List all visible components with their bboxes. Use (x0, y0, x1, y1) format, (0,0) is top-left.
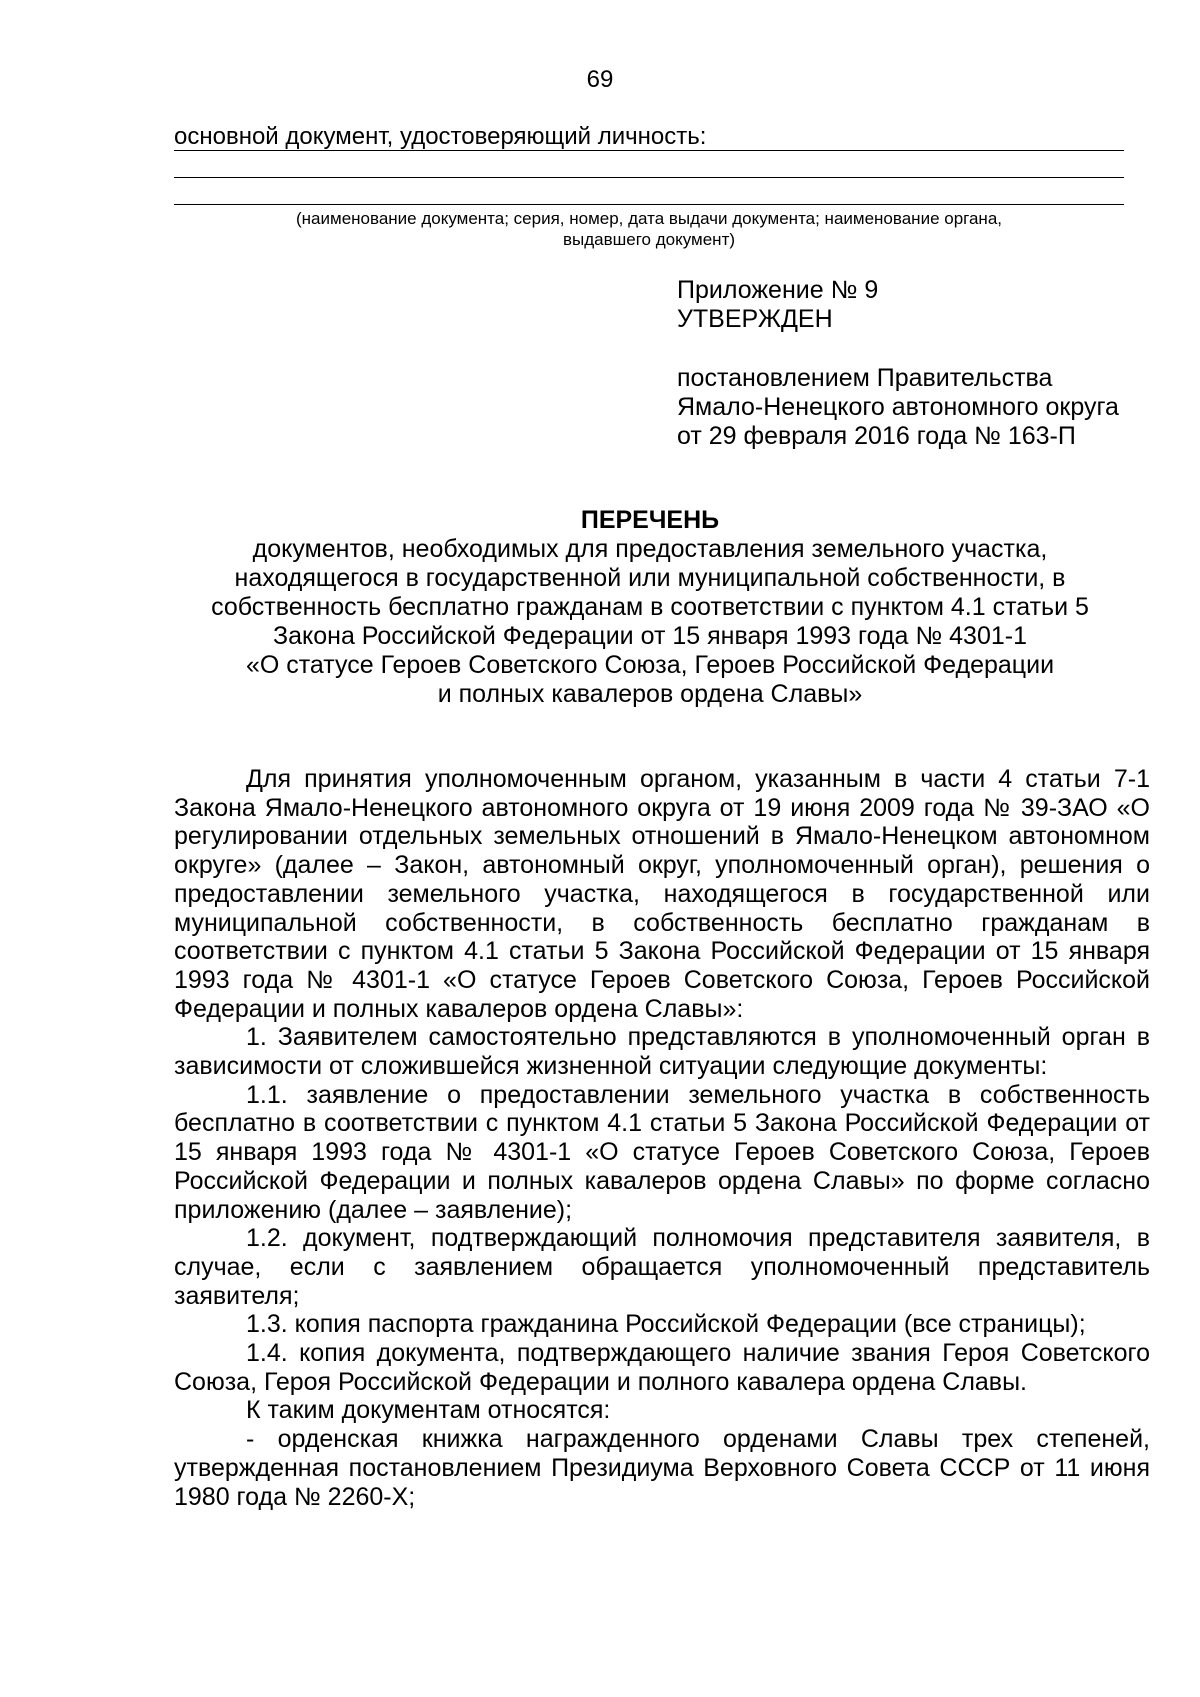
appendix-label: Приложение № 9 (677, 276, 879, 304)
item-1-1: 1.1. заявление о предоставлении земельного участка в собственность бесплатно в соответствии с пунктом 4.1 статьи 5 Закона Российской Федерации от 15 января 1993 года № 4301-1 «О статусе Героев Советского Союза, Героев Российской Федерации и полных кавалеров ордена Славы» по форме согласно приложению (далее – заявление); (174, 1080, 1150, 1224)
list-item-order-book: - орденская книжка награжденного орденами Славы трех степеней, утвержденная постановлением Президиума Верховного Совета СССР от 11 июня 1980 года № 2260-Х; (174, 1425, 1150, 1511)
heading-line: документов, необходимых для предоставления земельного участка, (252, 535, 1048, 563)
approval-line-2: Ямало-Ненецкого автономного округа (677, 393, 1119, 421)
document-body (174, 765, 1150, 1511)
heading-line: Закона Российской Федерации от 15 января 1993 года № 4301-1 (273, 622, 1027, 650)
item-1: 1. Заявителем самостоятельно представляются в уполномоченный орган в зависимости от сложившейся жизненной ситуации следующие документы: (174, 1023, 1150, 1081)
document-title: ПЕРЕЧЕНЬ (580, 506, 720, 534)
field-line-3 (174, 178, 1124, 205)
heading-line: и полных кавалеров ордена Славы» (437, 680, 863, 708)
approval-line-1: постановлением Правительства (677, 364, 1053, 392)
field-line-1 (174, 124, 1124, 151)
field-label: основной документ, удостоверяющий личность: (174, 123, 707, 150)
heading-line: собственность бесплатно гражданам в соответствии с пунктом 4.1 статьи 5 (211, 593, 1089, 621)
documents-intro: К таким документам относятся: (246, 1396, 611, 1425)
approval-block (677, 276, 1119, 451)
item-1-2: 1.2. документ, подтверждающий полномочия представителя заявителя, в случае, если с заявлением обращается уполномоченный представитель заявителя; (174, 1224, 1150, 1310)
heading-line: «О статусе Героев Советского Союза, Героев Российской Федерации (245, 651, 1055, 679)
document-heading (170, 506, 1130, 709)
intro-paragraph: Для принятия уполномоченным органом, указанным в части 4 статьи 7-1 Закона Ямало-Ненецкого автономного округа от 19 июня 2009 года № 39-ЗАО «О регулировании отдельных земельных отношений в Ямало-Ненецком автономном округе» (далее – Закон, автономный округ, уполномоченный орган), решения о предоставлении земельного участка, находящегося в государственной или муниципальной собственности, в собственность бесплатно гражданам в соответствии с пунктом 4.1 статьи 5 Закона Российской Федерации от 15 января 1993 года № 4301-1 «О статусе Героев Советского Союза, Героев Российской Федерации и полных кавалеров ордена Славы»: (174, 765, 1150, 1023)
item-1-4: 1.4. копия документа, подтверждающего наличие звания Героя Советского Союза, Героя Российской Федерации и полного кавалера ордена Славы. (174, 1339, 1150, 1396)
page-number: 69 (586, 66, 614, 93)
field-hint (174, 208, 1124, 250)
field-line-2 (174, 151, 1124, 178)
approved-label: УТВЕРЖДЕН (677, 305, 833, 333)
field-hint-line-1: (наименование документа; серия, номер, дата выдачи документа; наименование органа, (296, 209, 1002, 228)
heading-line: находящегося в государственной или муниципальной собственности, в (234, 564, 1066, 592)
field-hint-line-2: выдавшего документ) (562, 230, 736, 249)
item-1-3: 1.3. копия паспорта гражданина Российской Федерации (все страницы); (246, 1310, 1086, 1339)
identity-document-field (174, 124, 1124, 250)
approval-line-3: от 29 февраля 2016 года № 163-П (677, 422, 1076, 450)
